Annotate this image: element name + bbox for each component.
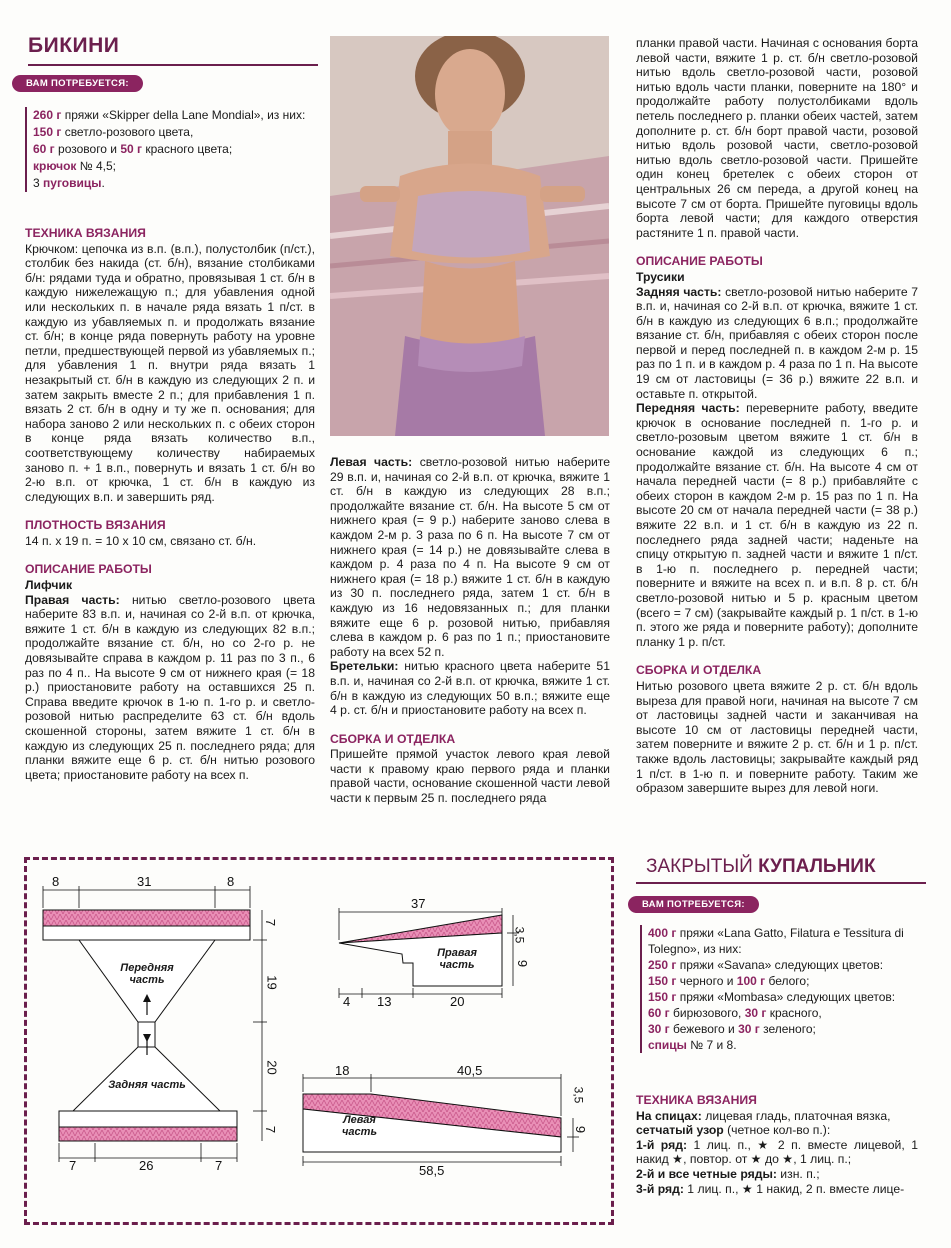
material-line: 60 г розового и 50 г красного цвета; <box>33 142 233 156</box>
dim-top-1: 8 <box>52 874 60 889</box>
dim-bottom-2: 26 <box>139 1158 154 1173</box>
assembly2-text: Нитью розового цвета вяжите 2 р. ст. б/н вдоль выреза для правой ноги, начиная на высоте 7 см от ластовицы задней части и заканчивая на высоте 10 см от ластовицы передней части, затем поверните и вяжите 2 р. ст. б/н и 1 р. п/ст. также вдоль ластовицы; закрывайте каждый ряд 1 п/ст. в 1-ю п. и поверните работу. Таким же образом завершите вырез для левой ноги. <box>636 678 918 796</box>
right-part-h1: 3,5 <box>512 926 527 944</box>
dim-top-3: 8 <box>227 874 235 889</box>
dim-h-4: 7 <box>263 1125 279 1134</box>
description2-heading: ОПИСАНИЕ РАБОТЫ <box>636 254 763 269</box>
model-photo-illustration <box>330 36 609 436</box>
left-part-top-1: 18 <box>335 1063 350 1078</box>
bikini-required-pill: ВАМ ПОТРЕБУЕТСЯ: <box>12 73 143 92</box>
material-line: 60 г бирюзового, 30 г красного, <box>648 1006 822 1020</box>
assembly2-heading: СБОРКА И ОТДЕЛКА <box>636 663 762 678</box>
material-line: 3 пуговицы. <box>33 176 105 190</box>
dim-top-2: 31 <box>137 874 152 889</box>
left-part-h1: 3,5 <box>571 1086 586 1104</box>
material-line: 150 г черного и 100 г белого; <box>648 974 810 988</box>
material-line: 30 г бежевого и 30 г зеленого; <box>648 1022 816 1036</box>
swimsuit-r3: 3-й ряд: 1 лиц. п., ★ 1 накид, 2 п. вместе лице- <box>636 1181 905 1196</box>
front-part-text: Передняя часть: переверните работу, введите крючок в основание последней п. 1-го р. и светло-розовым цветом вяжите 1 ст. б/н в основание каждой из следующих 6 п.; продолжайте вязание ст. б/н. На высоте 4 см от начала передней части (= 8 р.) прибавляйте с обеих сторон в каждом 2-м р. 15 раз по 1 п. На высоте 20 см от начала передней части (= 38 р.) вяжите 22 в.п. и 1 ст. б/н в каждую из 22 п. последнего ряда задней части; наденьте на спицу открытую п. задней части и вяжите 1 п/ст. в 1-ю п. последнего р. передней части; поверните и вяжите на всех п. и в.п. 8 р. ст. б/н светло-розовой нитью и 5 р. красным цветом (всего = 7 см) (закрывайте каждый р. 1 п/ст. в 1-ю п. этого же ряда и поверните работу); дополните планку 1 р. п/ст. <box>636 401 918 649</box>
bikini-materials <box>25 107 323 192</box>
technique-text: Крючком: цепочка из в.п. (в.п.), полустолбик (п/ст.), столбик без накида (ст. б/н), вязание столбиками б/н: рядами туда и обратно, провязывая 1 ст. б/н в каждую нижележащую п.; для убавления одной или нескольких п. в начале ряда вязать 1 п/ст. в каждую из убавляемых п. и продолжать вязание ст. б/н; в конце ряда повернуть работу на уровне петли, предшествующей первой из убавляемых п.; для убавления 1 п. внутри ряда вязать 1 незакрытый ст. б/н в каждую из следующих 2 п. и затем закрыть вместе 2 п.; для прибавления 1 п. вязать 2 ст. б/н в одну и ту же п. основания; для набора заново 2 или нескольких п. с обеих сторон в конце ряда вязать количество в.п., соответствующему количеству набираемых заново п. + 1 в.п., повернуть и вязать 1 ст. б/н во 2-ю в.п. от крючка, 1 ст. б/н в каждую из следующих в.п. и завершить ряд. <box>25 241 315 504</box>
dim-h-2: 19 <box>264 975 280 990</box>
middle-column-text <box>330 455 610 806</box>
technique-heading: ТЕХНИКА ВЯЗАНИЯ <box>25 226 146 240</box>
right-part-width: 37 <box>411 896 426 911</box>
swimsuit-materials <box>640 925 916 1053</box>
swimsuit-technique <box>636 1083 918 1196</box>
material-line: спицы № 7 и 8. <box>648 1038 737 1052</box>
model-photo <box>330 36 609 436</box>
dim-bottom-1: 7 <box>69 1158 77 1173</box>
back-part-label: Задняя часть <box>108 1079 186 1091</box>
left-part-bottom: 58,5 <box>419 1163 445 1178</box>
bra-subheading: Лифчик <box>25 578 73 593</box>
left-column-text <box>25 216 315 782</box>
swimsuit-r1: 1-й ряд: 1 лиц. п., ★ 2 п. вместе лицевой, 1 накид ★, повтор. от ★ до ★, 1 лиц. п.; <box>636 1137 918 1167</box>
right-column-text <box>636 36 918 796</box>
straps-text: Бретельки: нитью красного цвета наберите 51 в.п. и, начиная со 2-й в.п. от крючка, вяжите 1 ст. б/н в каждую из следующих 50 в.п.; вяжите еще 4 р. ст. б/н и приостановите работу на всех п. <box>330 659 610 718</box>
description-heading: ОПИСАНИЕ РАБОТЫ <box>25 562 152 577</box>
material-line: крючок № 4,5; <box>33 159 116 173</box>
right-part-bottom-2: 13 <box>377 994 392 1009</box>
right-part-bottom-3: 20 <box>450 994 465 1009</box>
material-line: 150 г светло-розового цвета, <box>33 125 194 139</box>
material-line: 260 г пряжи «Skipper della Lane Mondial», из них: <box>33 108 306 122</box>
right-part-text: Правая часть: нитью светло-розового цвета наберите 83 в.п. и, начиная со 2-й в.п. от крючка, вяжите 1 ст. б/н в каждую из следующих 82 в.п.; продолжайте вязание ст. б/н, но со 2-го р. не довязывайте справа в каждом р. 11 раз по 3 п., 6 раз по 4 п.. На высоте 9 см от нижнего края (= 18 р.) приостановите работу на оставшихся 25 п. Справа введите крючок в 1-ю п. 1-го р. и светло-розовой нитью распределите 63 ст. б/н вдоль скошенной стороны, затем вяжите 1 ст. б/н в каждую из следующих 25 п. последнего ряда; для планки вяжите еще 6 р. ст. б/н нитью розового цвета; приостановите работу на всех п. <box>25 592 315 782</box>
swimsuit-title-rule <box>636 882 926 884</box>
swimsuit-t1: На спицах: лицевая гладь, платочная вязка, <box>636 1108 891 1123</box>
assembly-continued: планки правой части. Начиная с основания борта левой части, вяжите 1 р. ст. б/н светло-розовой нитью вдоль светло-розовой части, розовой нитью вдоль части планки, поверните на 180° и продолжайте работу полустолбиками вдоль петель последнего р. планки обеих частей, затем дополните р. ст. б/н борт правой части, розовой нитью вдоль розовой части, светло-розовой нитью вдоль светло-розовой части. Пришейте один конец бретелек с обеих сторон от центральных 26 см переда, а другой конец на высоте 7 см от борта. Пришейте пуговицы вдоль борта левой части; для каждого отверстия растяните 1 п. правой части. <box>636 36 918 240</box>
dim-h-3: 20 <box>264 1060 280 1075</box>
material-line: 150 г пряжи «Mombasa» следующих цветов: <box>648 990 896 1004</box>
left-part-h2: 9 <box>573 1125 589 1134</box>
pattern-diagram <box>27 860 611 1222</box>
bikini-title: БИКИНИ <box>28 34 120 57</box>
dim-h-1: 7 <box>263 918 279 927</box>
left-part-label: Левая часть <box>342 1114 377 1138</box>
right-part-label: Правая часть <box>437 947 477 971</box>
swimsuit-t2: сетчатый узор (четное кол-во п.): <box>636 1123 831 1138</box>
swimsuit-required-pill: ВАМ ПОТРЕБУЕТСЯ: <box>628 894 759 913</box>
back-part-text: Задняя часть: светло-розовой нитью наберите 7 в.п. и, начиная со 2-й в.п. от крючка, вяжите 1 ст. б/н в каждую из следующих 6 в.п.; продолжайте вязание ст. б/н, прибавляя с обеих сторон после первой и перед последней п. в каждом 2-м р. 15 раз по 1 п. и в каждом р. 4 раза по 1 п. На высоте 19 см от ластовицы (= 36 р.) вяжите 22 в.п. и оставьте п. открытой. <box>636 284 918 401</box>
assembly-text: Пришейте прямой участок левого края левой части к правому краю первого ряда и планки правой части, основание скошенной части левой части к первым 25 п. последнего ряда <box>330 747 610 806</box>
material-line: 250 г пряжи «Savana» следующих цветов: <box>648 958 884 972</box>
left-part-text: Левая часть: светло-розовой нитью наберите 29 в.п. и, начиная со 2-й в.п. от крючка, вяжите 1 ст. б/н в каждую из следующих 28 в.п.; продолжайте вязание ст. б/н. На высоте 5 см от нижнего края (= 9 р.) наберите заново слева в каждом 2-м р. 3 раза по 6 п. На высоте 7 см от нижнего края (= 14 р.) не довязывайте слева в каждом р. 4 раза по 4 п. На высоте 9 см от нижнего края (= 18 р.) вяжите 1 ст. б/н в каждую из 30 п. последнего ряда, затем 1 ст. б/н в каждую из 16 недовязанных п.; для планки вяжите еще 6 р. розовой нитью, прибавляя слева в каждом р. 6 раз по 1 п.; приостановите работу на всех 52 п. <box>330 455 611 659</box>
swimsuit-technique-heading: ТЕХНИКА ВЯЗАНИЯ <box>636 1093 757 1107</box>
swimsuit-r2: 2-й и все четные ряды: изн. п.; <box>636 1166 820 1181</box>
swimsuit-title: ЗАКРЫТЫЙ КУПАЛЬНИК <box>646 856 876 877</box>
right-part-h2: 9 <box>515 959 531 968</box>
left-part-top-2: 40,5 <box>457 1063 483 1078</box>
pattern-diagram-box <box>24 857 614 1225</box>
material-line: 400 г пряжи «Lana Gatto, Filatura e Tessitura di Tolegno», из них: <box>648 926 904 956</box>
panties-subheading: Трусики <box>636 269 685 284</box>
right-part-bottom-1: 4 <box>343 994 351 1009</box>
title-rule <box>28 64 318 66</box>
front-part-label: Передняя часть <box>120 962 174 986</box>
assembly-heading: СБОРКА И ОТДЕЛКА <box>330 731 456 746</box>
density-heading: ПЛОТНОСТЬ ВЯЗАНИЯ <box>25 518 166 533</box>
dim-bottom-3: 7 <box>215 1158 223 1173</box>
density-text: 14 п. х 19 п. = 10 х 10 см, связано ст. б/н. <box>25 533 257 548</box>
